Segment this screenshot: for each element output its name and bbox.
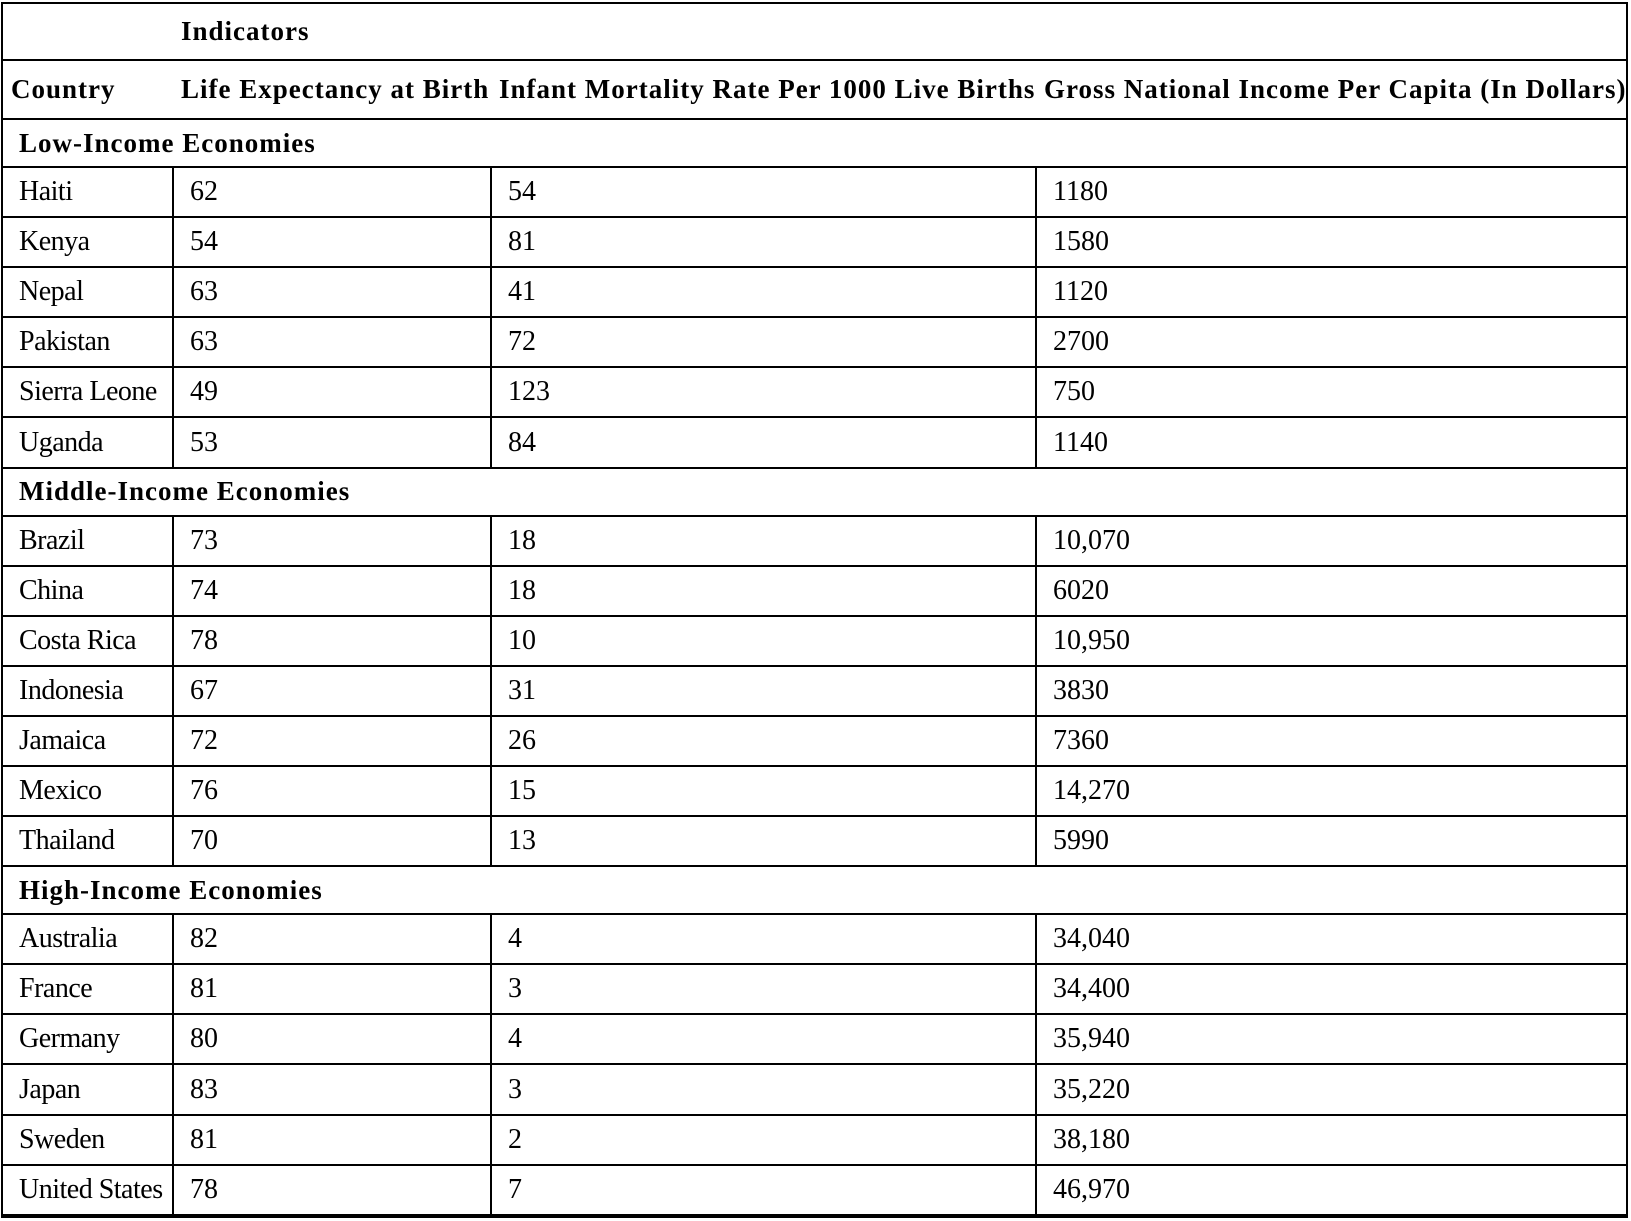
cell-infant-mortality: 4 <box>491 1014 1036 1064</box>
cell-gni-per-capita: 1580 <box>1036 217 1626 267</box>
cell-life-expectancy: 74 <box>173 566 491 616</box>
cell-infant-mortality: 15 <box>491 766 1036 816</box>
table-row <box>3 964 1626 1014</box>
cell-infant-mortality: 13 <box>491 816 1036 866</box>
cell-life-expectancy: 83 <box>173 1064 491 1114</box>
cell-country: Mexico <box>3 766 173 816</box>
cell-infant-mortality: 18 <box>491 516 1036 566</box>
cell-country: Kenya <box>3 217 173 267</box>
cell-country: Australia <box>3 914 173 964</box>
section-title: Low-Income Economies <box>3 119 1626 167</box>
column-header-infant-mortality: Infant Mortality Rate Per 1000 Live Births <box>491 60 1036 119</box>
cell-gni-per-capita: 10,950 <box>1036 616 1626 666</box>
cell-country: Germany <box>3 1014 173 1064</box>
section-header-row <box>3 866 1626 914</box>
cell-life-expectancy: 70 <box>173 816 491 866</box>
column-header-row <box>3 60 1626 119</box>
cell-country: United States <box>3 1165 173 1215</box>
cell-infant-mortality: 31 <box>491 666 1036 716</box>
cell-life-expectancy: 73 <box>173 516 491 566</box>
table-row <box>3 914 1626 964</box>
cell-infant-mortality: 72 <box>491 317 1036 367</box>
cell-country: China <box>3 566 173 616</box>
cell-country: Nepal <box>3 267 173 317</box>
table-row <box>3 1165 1626 1215</box>
indicators-table <box>3 4 1626 1216</box>
table-row <box>3 616 1626 666</box>
section-title: Middle-Income Economies <box>3 468 1626 516</box>
cell-gni-per-capita: 5990 <box>1036 816 1626 866</box>
table-row <box>3 417 1626 467</box>
group-header-row <box>3 4 1626 60</box>
cell-country: Costa Rica <box>3 616 173 666</box>
cell-infant-mortality: 2 <box>491 1115 1036 1165</box>
table-body <box>3 119 1626 1215</box>
cell-gni-per-capita: 14,270 <box>1036 766 1626 816</box>
cell-life-expectancy: 53 <box>173 417 491 467</box>
table-row <box>3 217 1626 267</box>
cell-gni-per-capita: 35,220 <box>1036 1064 1626 1114</box>
cell-gni-per-capita: 34,400 <box>1036 964 1626 1014</box>
cell-gni-per-capita: 1140 <box>1036 417 1626 467</box>
cell-gni-per-capita: 1180 <box>1036 167 1626 217</box>
table-row <box>3 766 1626 816</box>
cell-country: Thailand <box>3 816 173 866</box>
table-row <box>3 666 1626 716</box>
table-row <box>3 566 1626 616</box>
table-row <box>3 317 1626 367</box>
cell-country: Haiti <box>3 167 173 217</box>
section-title: High-Income Economies <box>3 866 1626 914</box>
cell-infant-mortality: 41 <box>491 267 1036 317</box>
cell-life-expectancy: 76 <box>173 766 491 816</box>
cell-life-expectancy: 63 <box>173 267 491 317</box>
cell-gni-per-capita: 7360 <box>1036 716 1626 766</box>
cell-gni-per-capita: 35,940 <box>1036 1014 1626 1064</box>
cell-infant-mortality: 123 <box>491 367 1036 417</box>
cell-country: Japan <box>3 1064 173 1114</box>
cell-gni-per-capita: 2700 <box>1036 317 1626 367</box>
section-header-row <box>3 468 1626 516</box>
cell-life-expectancy: 67 <box>173 666 491 716</box>
cell-gni-per-capita: 34,040 <box>1036 914 1626 964</box>
indicators-table-container <box>1 2 1628 1218</box>
cell-infant-mortality: 10 <box>491 616 1036 666</box>
table-row <box>3 516 1626 566</box>
cell-infant-mortality: 4 <box>491 914 1036 964</box>
table-row <box>3 367 1626 417</box>
cell-infant-mortality: 3 <box>491 964 1036 1014</box>
cell-gni-per-capita: 38,180 <box>1036 1115 1626 1165</box>
cell-life-expectancy: 78 <box>173 616 491 666</box>
table-row <box>3 1014 1626 1064</box>
table-row <box>3 267 1626 317</box>
cell-country: Jamaica <box>3 716 173 766</box>
cell-country: Brazil <box>3 516 173 566</box>
cell-country: France <box>3 964 173 1014</box>
cell-infant-mortality: 7 <box>491 1165 1036 1215</box>
cell-gni-per-capita: 10,070 <box>1036 516 1626 566</box>
group-header-indicators: Indicators <box>173 4 1626 60</box>
group-header-spacer <box>3 4 173 60</box>
cell-life-expectancy: 62 <box>173 167 491 217</box>
cell-country: Sierra Leone <box>3 367 173 417</box>
table-row <box>3 1064 1626 1114</box>
cell-life-expectancy: 81 <box>173 964 491 1014</box>
cell-life-expectancy: 80 <box>173 1014 491 1064</box>
cell-country: Sweden <box>3 1115 173 1165</box>
cell-country: Uganda <box>3 417 173 467</box>
table-row <box>3 167 1626 217</box>
column-header-gni-per-capita: Gross National Income Per Capita (In Dollars) <box>1036 60 1626 119</box>
cell-life-expectancy: 54 <box>173 217 491 267</box>
cell-infant-mortality: 26 <box>491 716 1036 766</box>
cell-infant-mortality: 3 <box>491 1064 1036 1114</box>
cell-life-expectancy: 72 <box>173 716 491 766</box>
cell-country: Indonesia <box>3 666 173 716</box>
table-row <box>3 1115 1626 1165</box>
cell-life-expectancy: 49 <box>173 367 491 417</box>
table-row <box>3 816 1626 866</box>
cell-gni-per-capita: 6020 <box>1036 566 1626 616</box>
cell-infant-mortality: 54 <box>491 167 1036 217</box>
section-header-row <box>3 119 1626 167</box>
cell-gni-per-capita: 1120 <box>1036 267 1626 317</box>
cell-gni-per-capita: 3830 <box>1036 666 1626 716</box>
cell-life-expectancy: 82 <box>173 914 491 964</box>
cell-infant-mortality: 84 <box>491 417 1036 467</box>
cell-gni-per-capita: 750 <box>1036 367 1626 417</box>
column-header-country: Country <box>3 60 173 119</box>
cell-country: Pakistan <box>3 317 173 367</box>
table-row <box>3 716 1626 766</box>
cell-life-expectancy: 81 <box>173 1115 491 1165</box>
cell-life-expectancy: 63 <box>173 317 491 367</box>
cell-life-expectancy: 78 <box>173 1165 491 1215</box>
cell-gni-per-capita: 46,970 <box>1036 1165 1626 1215</box>
cell-infant-mortality: 81 <box>491 217 1036 267</box>
cell-infant-mortality: 18 <box>491 566 1036 616</box>
column-header-life-expectancy: Life Expectancy at Birth <box>173 60 491 119</box>
